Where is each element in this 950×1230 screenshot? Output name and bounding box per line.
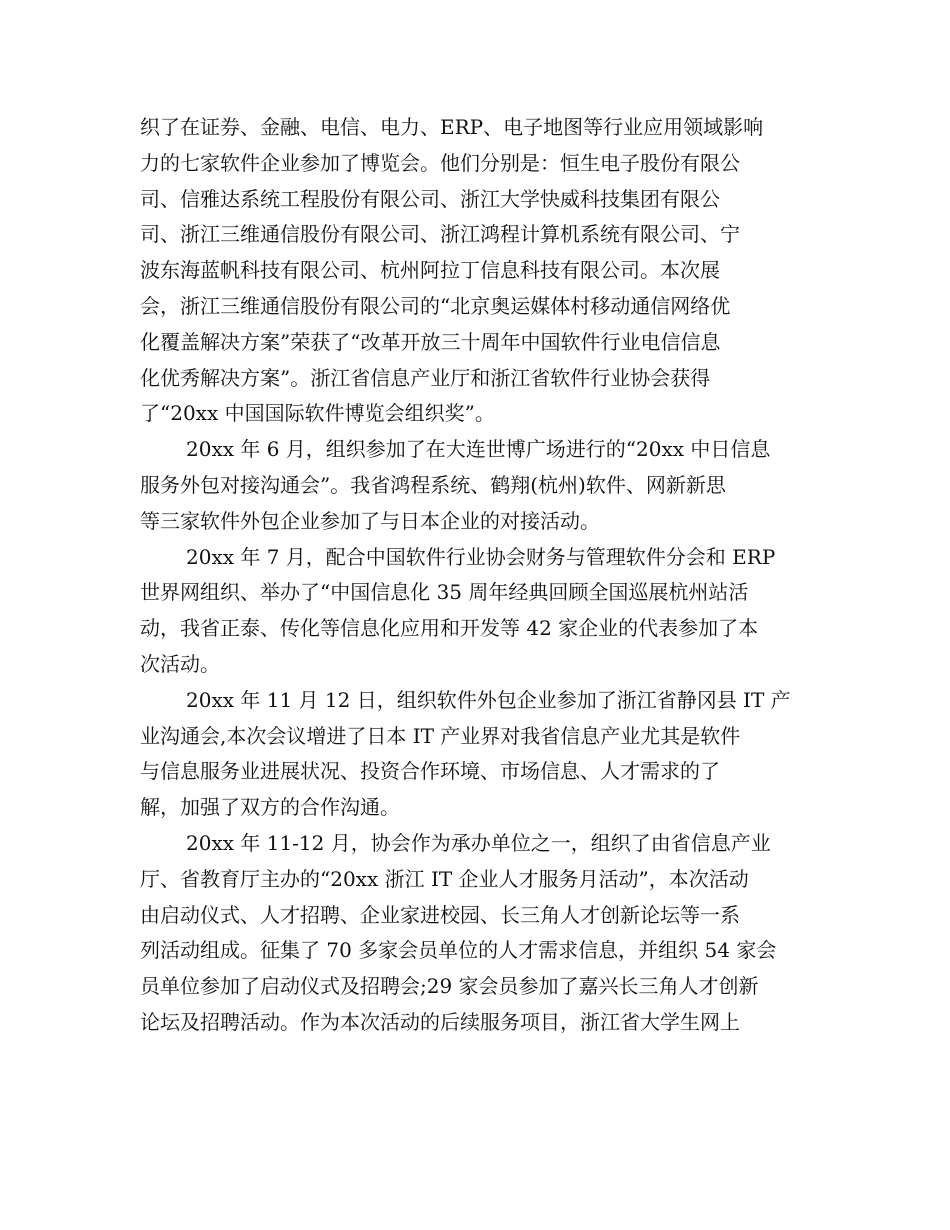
text-line: 次活动。: [140, 651, 220, 676]
text-line: 了“20xx 中国国际软件博览会组织奖”。: [140, 401, 495, 426]
text-line: 列活动组成。征集了 70 多家会员单位的人才需求信息，并组织 54 家会: [140, 938, 777, 963]
text-line: 论坛及招聘活动。作为本次活动的后续服务项目，浙江省大学生网上: [140, 1009, 740, 1034]
text-line: 世界网组织、举办了“中国信息化 35 周年经典回顾全国巡展杭州站活: [140, 580, 749, 605]
text-line: 20xx 年 7 月，配合中国软件行业协会财务与管理软件分会和 ERP: [186, 544, 776, 569]
text-line: 厅、省教育厅主办的“20xx 浙江 IT 企业人才服务月活动”，本次活动: [140, 866, 749, 891]
text-line: 司、浙江三维通信股份有限公司、浙江鸿程计算机系统有限公司、宁: [140, 222, 740, 247]
text-line: 波东海蓝帆科技有限公司、杭州阿拉丁信息科技有限公司。本次展: [140, 258, 720, 283]
text-line: 动，我省正泰、传化等信息化应用和开发等 42 家企业的代表参加了本: [140, 616, 759, 641]
text-line: 化覆盖解决方案”荣获了“改革开放三十周年中国软件行业电信信息: [140, 329, 721, 354]
text-line: 会，浙江三维通信股份有限公司的“北京奥运媒体村移动通信网络优: [140, 293, 731, 318]
text-line: 与信息服务业进展状况、投资合作环境、市场信息、人才需求的了: [140, 759, 720, 784]
text-line: 20xx 年 11-12 月，协会作为承办单位之一，组织了由省信息产业: [186, 830, 771, 855]
text-line: 化优秀解决方案”。浙江省信息产业厅和浙江省软件行业协会获得: [140, 365, 711, 390]
text-line: 员单位参加了启动仪式及招聘会;29 家会员参加了嘉兴长三角人才创新: [140, 974, 759, 999]
text-line: 力的七家软件企业参加了博览会。他们分别是：恒生电子股份有限公: [140, 150, 740, 175]
document-body: [140, 110, 805, 1041]
text-line: 服务外包对接沟通会”。我省鸿程系统、鹤翔(杭州)软件、网新新思: [140, 472, 726, 497]
text-line: 织了在证券、金融、电信、电力、ERP、电子地图等行业应用领域影响: [140, 115, 764, 139]
text-line: 20xx 年 11 月 12 日，组织软件外包企业参加了浙江省静冈县 IT 产: [186, 687, 791, 712]
text-line: 司、信雅达系统工程股份有限公司、浙江大学快威科技集团有限公: [140, 186, 720, 211]
text-line: 解，加强了双方的合作沟通。: [140, 795, 400, 820]
text-line: 由启动仪式、人才招聘、企业家进校园、长三角人才创新论坛等一系: [140, 902, 740, 927]
text-line: 等三家软件外包企业参加了与日本企业的对接活动。: [140, 508, 600, 533]
text-line: 业沟通会,本次会议增进了日本 IT 产业界对我省信息产业尤其是软件: [140, 723, 741, 748]
text-line: 20xx 年 6 月，组织参加了在大连世博广场进行的“20xx 中日信息: [186, 437, 771, 462]
